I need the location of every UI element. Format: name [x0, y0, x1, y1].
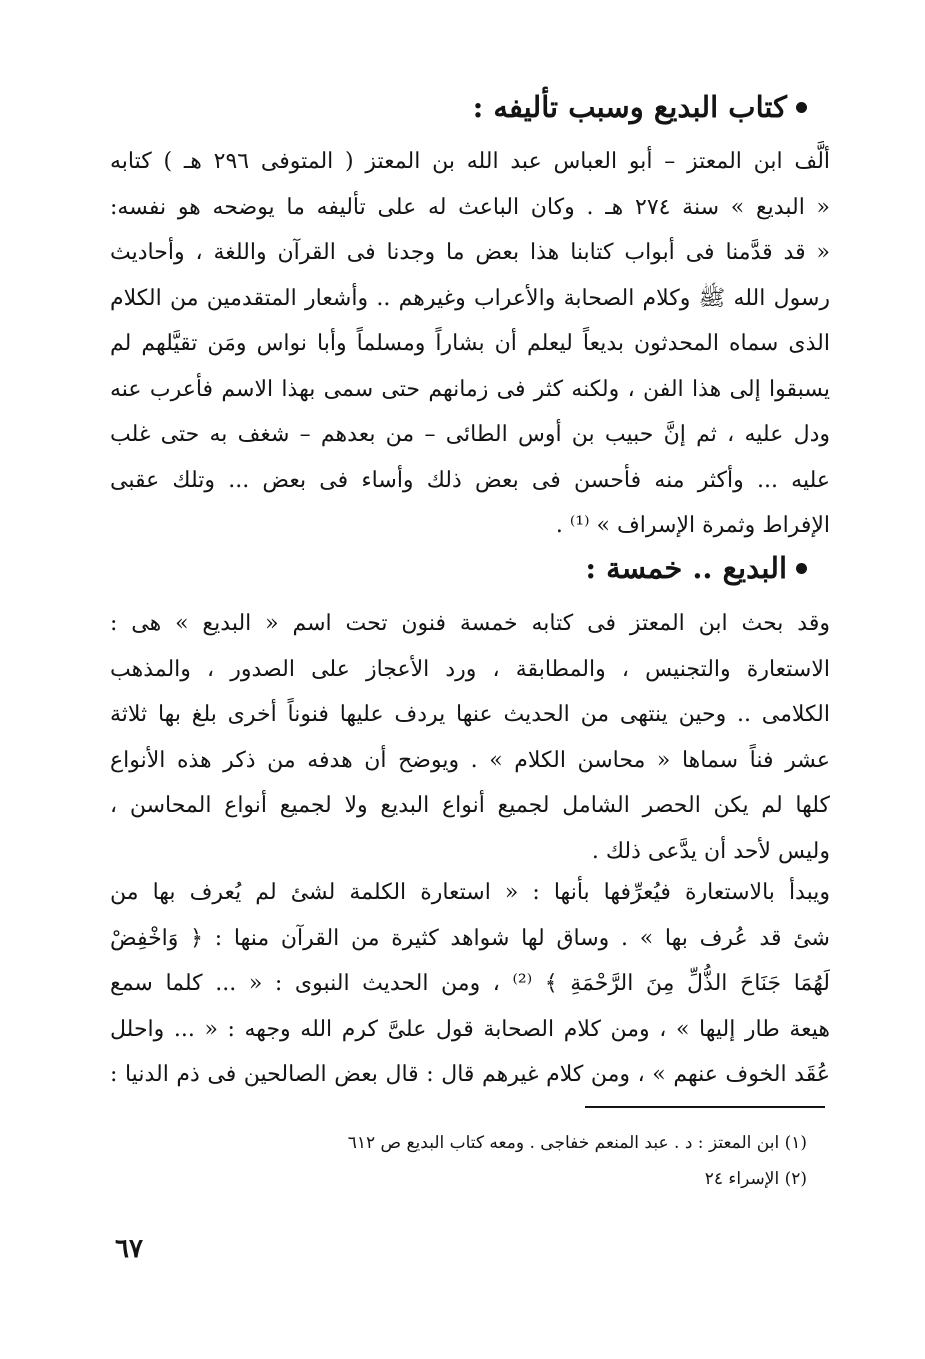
text-line: عليه ... وأكثر منه فأحسن فى بعض ذلك وأساء فى بعض ... وتلك عقبى [110, 467, 830, 493]
footnote-2: (٢) الإسراء ٢٤ [704, 1169, 807, 1189]
text-line: وقد بحث ابن المعتز فى كتابه خمسة فنون تحت اسم « البديع » هى : [110, 611, 830, 636]
text-line: « قد قدَّمنا فى أبواب كتابنا هذا بعض ما وجدنا فى القرآن واللغة ، وأحاديث [110, 240, 830, 265]
text-line: هيعة طار إليها » ، ومن كلام الصحابة قول علىَّ كرم الله وجهه : « ... واحلل [110, 1016, 830, 1042]
section-paragraph-origin [110, 139, 830, 549]
text-line: « البديع » سنة ٢٧٤ هـ . وكان الباعث له على تأليفه ما يوضحه هو نفسه: [110, 194, 830, 220]
bullet-icon [796, 102, 807, 113]
text-line: الإفراط وثمرة الإسراف » ⁽¹⁾ . [555, 513, 830, 538]
text-line: كلها لم يكن الحصر الشامل لجميع أنواع البديع ولا لجميع أنواع المحاسن ، [110, 793, 830, 818]
section-heading-al-badi-khamsa [585, 548, 807, 588]
text-line: رسول الله ﷺ وكلام الصحابة والأعراب وغيرهم .. وأشعار المتقدمين من الكلام [110, 285, 830, 311]
section-heading-kitab-al-badi [473, 87, 807, 127]
text-line: عُقَد الخوف عنهم » ، ومن كلام غيرهم قال : قال بعض الصالحين فى ذم الدنيا : [110, 1062, 830, 1087]
bullet-icon [796, 563, 807, 574]
footnote-1: (١) ابن المعتز : د . عبد المنعم خفاجى . ومعه كتاب البديع ص ٦١٢ [347, 1133, 807, 1153]
section-paragraph-istiara [110, 870, 830, 1098]
text-line: الكلامى .. وحين ينتهى من الحديث عنها يردف عليها فنوناً أخرى بلغ بها ثلاثة [110, 702, 830, 727]
footnote-separator [585, 1106, 825, 1108]
text-line: الذى سماه المحدثون بديعاً ليعلم أن بشاراً ومسلماً وأبا نواس ومَن تقيَّلهم لم [110, 331, 830, 356]
text-line: لَهُمَا جَنَاحَ الذُّلِّ مِنَ الرَّحْمَةِ ﴾ ⁽²⁾ ، ومن الحديث النبوى : « ... كلما سمع [110, 971, 830, 996]
text-line: الاستعارة والتجنيس ، والمطابقة ، ورد الأعجاز على الصدور ، والمذهب [110, 656, 830, 682]
section-heading-text: البديع .. خمسة : [585, 551, 787, 585]
text-line: عشر فناً سماها « محاسن الكلام » . ويوضح أن هدفه من ذكر هذه الأنواع [110, 747, 830, 773]
text-line: وليس لأحد أن يدَّعى ذلك . [591, 838, 830, 864]
text-line: يسبقوا إلى هذا الفن ، ولكنه كثر فى زمانهم حتى سمى بهذا الاسم فأعرب عنه [110, 376, 830, 402]
section-paragraph-five-arts [110, 601, 830, 874]
text-line: شئ قد عُرف بها » . وساق لها شواهد كثيرة من القرآن منها : ﴿ وَاخْفِضْ [110, 925, 830, 951]
page-number: ٦٧ [115, 1234, 143, 1264]
text-line: ويبدأ بالاستعارة فيُعرِّفها بأنها : « استعارة الكلمة لشئ لم يُعرف بها من [110, 880, 830, 905]
section-heading-text: كتاب البديع وسبب تأليفه : [472, 90, 787, 124]
text-line: ألَّف ابن المعتز – أبو العباس عبد الله بن المعتز ( المتوفى ٢٩٦ هـ ) كتابه [110, 149, 830, 174]
text-line: ودل عليه ، ثم إنَّ حبيب بن أوس الطائى – من بعدهم – شغف به حتى غلب [110, 422, 830, 447]
